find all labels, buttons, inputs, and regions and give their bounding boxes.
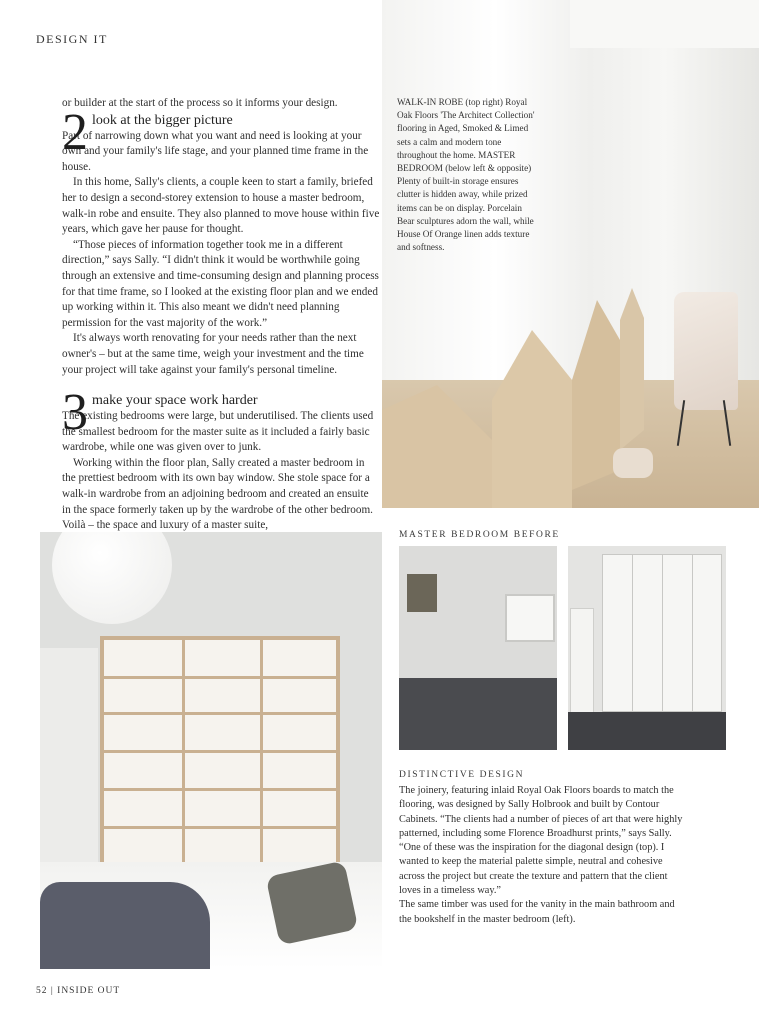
section-2-heading: look at the bigger picture	[92, 112, 233, 128]
section-2-paragraph-1: Part of narrowing down what you want and need is looking at your own and your family's life stage, and your planned time frame in the house.	[62, 129, 369, 173]
section-3	[62, 384, 380, 456]
section-2-number: 2	[62, 103, 88, 161]
master-bedroom-photo	[40, 532, 382, 969]
section-2-paragraph-4: It's always worth renovating for your needs rather than the next owner's – but at the same time, weigh your investment and the time your project will take against your family's personal timeline.	[62, 332, 364, 376]
section-3-number: 3	[62, 384, 88, 442]
before-photo-wardrobe	[568, 546, 726, 750]
section-2-paragraph-2: In this home, Sally's clients, a couple keen to start a family, briefed her to design a second-storey extension to house a master bedroom, walk-in robe and ensuite. They also planned to move house within five years, which gave her pause for thought.	[62, 176, 380, 236]
distinctive-heading: DISTINCTIVE DESIGN	[399, 770, 525, 780]
section-2-paragraph-3: “Those pieces of information together took me in a different direction,” says Sally. “I didn't think it would be worthwhile going through an extensive and time-consuming design and planning process for that time frame, so I looked at the existing floor plan and we ended up working within it. This also meant we didn't need planning permission for the vast majority of the work.”	[62, 238, 379, 329]
paragraph-intro: or builder at the start of the process so it informs your design.	[62, 97, 338, 109]
article-body	[62, 96, 380, 534]
section-3-paragraph-1: The existing bedrooms were large, but underutilised. The clients used the smallest bedroom for the master suite as it included a fairly basic wardrobe, while one was given over to junk.	[62, 410, 374, 454]
before-photo-bedroom	[399, 546, 557, 750]
section-3-heading: make your space work harder	[92, 393, 258, 409]
section-label: DESIGN IT	[36, 32, 108, 46]
distinctive-paragraph-2: The same timber was used for the vanity in the main bathroom and the bookshelf in the master bedroom (left).	[399, 899, 675, 925]
distinctive-paragraph-1: The joinery, featuring inlaid Royal Oak Floors boards to match the flooring, was designed by Sally Holbrook and built by Contour Cabinets. “The clients had a number of pieces of art that were highly patterned, including some Florence Broadhurst prints,” says Sally. “One of these was the inspiration for the diagonal design (top). I wanted to keep the material palette simple, neutral and cohesive across the project but create the texture and pattern that the client loves in a timeless way.”	[399, 785, 683, 897]
page-footer: 52 | INSIDE OUT	[36, 986, 121, 996]
distinctive-design-caption	[399, 770, 689, 927]
robe-caption: WALK-IN ROBE (top right) Royal Oak Floors 'The Architect Collection' flooring in Aged, Smoked & Limed sets a calm and modern tone throughout the home. MASTER BEDROOM (below left & opposite) Plenty of built-in storage ensures clutter is hidden away, while prized items can be on display. Porcelain Bear sculptures adorn the wall, while House Of Orange linen adds texture and softness.	[397, 97, 535, 253]
before-label: MASTER BEDROOM BEFORE	[399, 530, 560, 540]
section-3-paragraph-2: Working within the floor plan, Sally created a master bedroom in the prettiest bedroom with its own bay window. She stole space for a walk-in wardrobe from an adjoining bedroom and created an ensuite in the space formerly taken up by the wardrobe of the other bedroom. Voilà – the space and luxury of a master suite,	[62, 456, 373, 532]
